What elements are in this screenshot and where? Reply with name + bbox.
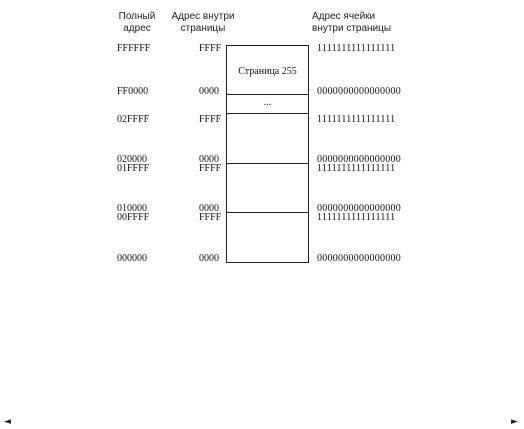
full-address-row-2: 02FFFF xyxy=(117,114,150,125)
cell-address-row-7: 0000000000000000 xyxy=(317,253,401,264)
cell-address-row-3: 0000000000000000 xyxy=(317,154,401,165)
header-full-address xyxy=(112,11,162,35)
page-address-row-4: FFFF xyxy=(199,163,222,174)
memory-column xyxy=(226,45,309,263)
cell-address-row-2: 1111111111111111 xyxy=(317,114,396,125)
header-page-address xyxy=(165,11,241,35)
page-address-row-0: FFFF xyxy=(199,43,222,54)
next-page-arrow-icon[interactable]: ► xyxy=(511,417,518,427)
full-address-row-6: 00FFFF xyxy=(117,212,150,223)
full-address-row-7: 000000 xyxy=(117,253,147,264)
page-address-row-5: 0000 xyxy=(199,203,219,214)
full-address-row-0: FFFFFF xyxy=(117,43,151,54)
header-full-address-line2: адрес xyxy=(123,23,151,34)
header-cell-address-line2: внутри страницы xyxy=(312,23,392,34)
cell-address-row-6: 1111111111111111 xyxy=(317,212,396,223)
ellipsis-label: ... xyxy=(263,97,272,108)
full-address-row-4: 01FFFF xyxy=(117,163,150,174)
header-page-address-line2: страницы xyxy=(180,23,226,34)
page-address-row-7: 0000 xyxy=(199,253,219,264)
prev-page-arrow-icon[interactable]: ◄ xyxy=(4,417,11,427)
cell-address-row-5: 0000000000000000 xyxy=(317,203,401,214)
divider-02ffff xyxy=(227,113,308,114)
divider-ff0000 xyxy=(227,94,308,95)
divider-020000 xyxy=(227,163,308,164)
header-cell-address-line1: Адрес ячейки xyxy=(312,11,376,22)
header-page-address-line1: Адрес внутри xyxy=(171,11,235,22)
cell-address-row-4: 1111111111111111 xyxy=(317,163,396,174)
page-address-row-1: 0000 xyxy=(199,86,219,97)
cell-address-row-0: 1111111111111111 xyxy=(317,43,396,54)
page-address-row-3: 0000 xyxy=(199,154,219,165)
cell-address-row-1: 0000000000000000 xyxy=(317,86,401,97)
page-address-row-6: FFFF xyxy=(199,212,222,223)
divider-010000 xyxy=(227,212,308,213)
page-address-row-2: FFFF xyxy=(199,114,222,125)
full-address-row-1: FF0000 xyxy=(117,86,149,97)
header-full-address-line1: Полный xyxy=(118,11,156,22)
page-255-label: Страница 255 xyxy=(238,66,297,77)
full-address-row-3: 020000 xyxy=(117,154,147,165)
header-cell-address xyxy=(312,11,402,35)
full-address-row-5: 010000 xyxy=(117,203,147,214)
